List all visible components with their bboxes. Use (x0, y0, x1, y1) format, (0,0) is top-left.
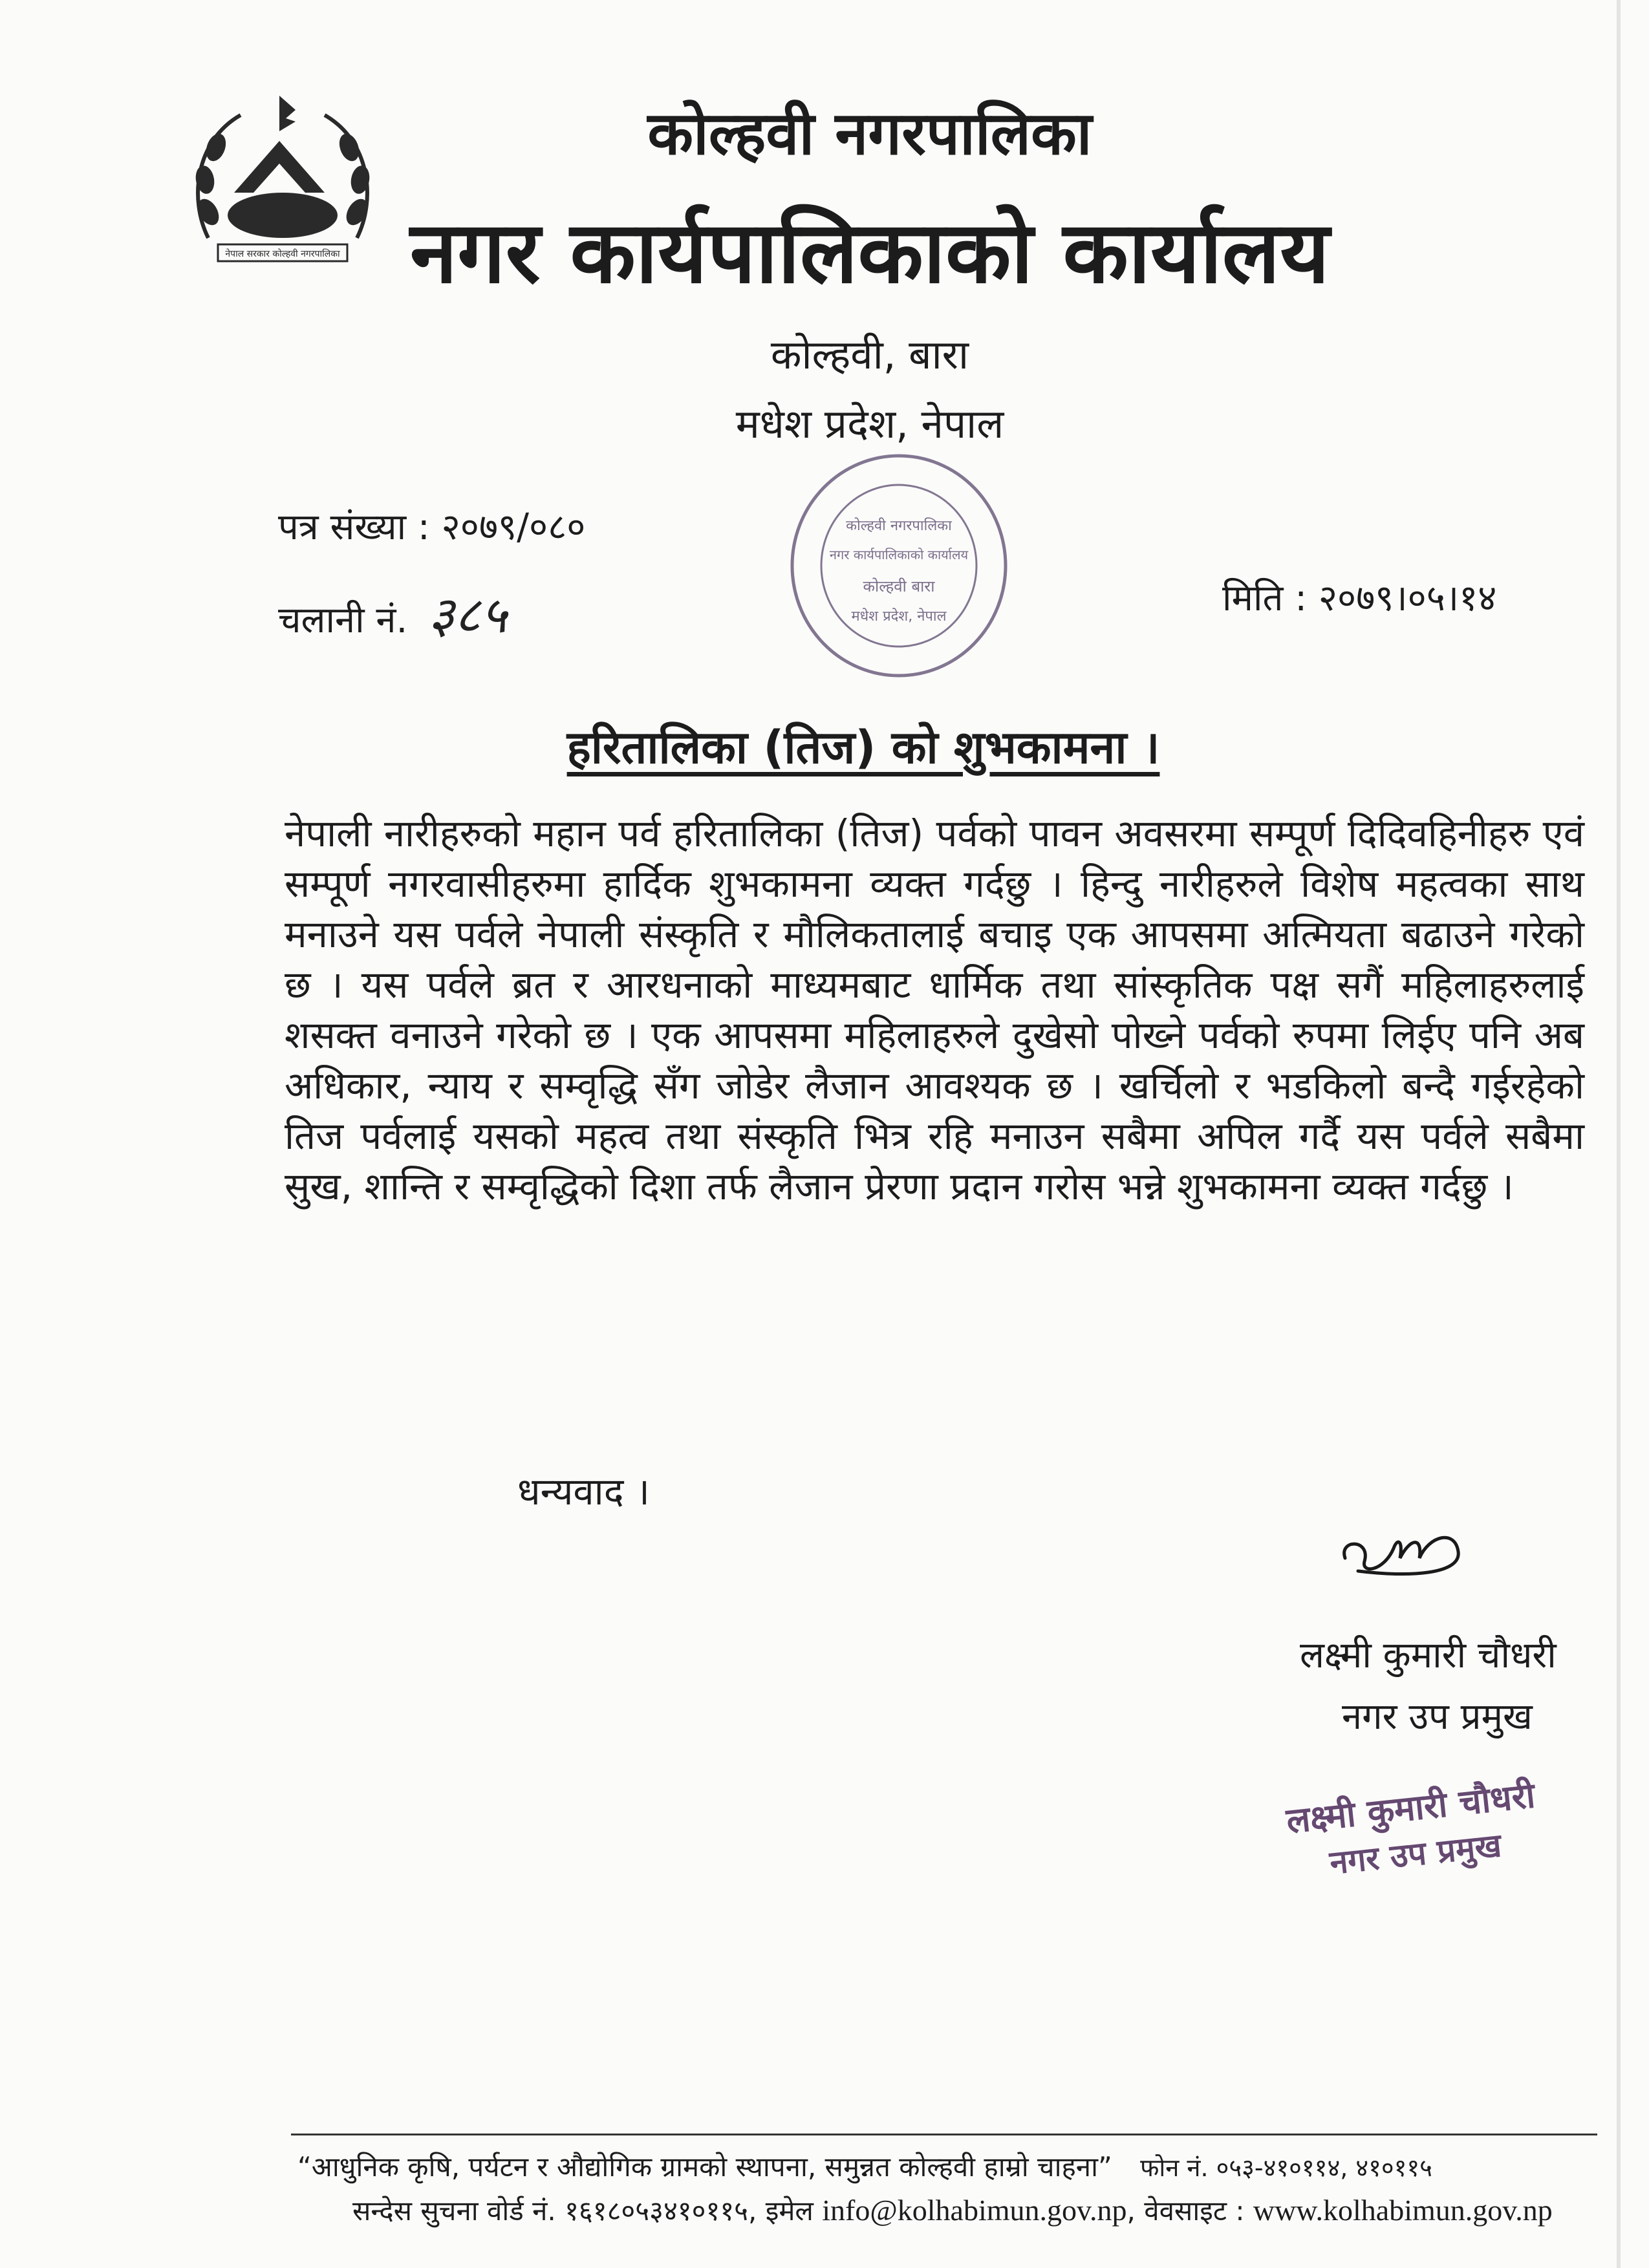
closing: धन्यवाद । (517, 1470, 650, 1514)
patra-value: २०७९/०८० (441, 506, 586, 548)
miti-label: मिति : (1222, 577, 1308, 619)
stamp-line2: नगर कार्यपालिकाको कार्यालय (829, 547, 969, 562)
address-line2: मधेश प्रदेश, नेपाल (735, 400, 1004, 447)
chalani-value: ३८५ (428, 586, 507, 645)
signatory-name: लक्ष्मी कुमारी चौधरी (1300, 1634, 1557, 1676)
footer-website[interactable]: www.kolhabimun.gov.np (1253, 2194, 1553, 2227)
signatory-post: नगर उप प्रमुख (1342, 1696, 1533, 1738)
patra-sankhya (278, 501, 585, 550)
letter-body (285, 808, 1584, 1212)
footer-divider (291, 2134, 1597, 2135)
letter-subject: हरितालिका (तिज) को शुभकामना । (566, 721, 1160, 774)
address-line1: कोल्हवी, बारा (770, 331, 969, 378)
patra-label: पत्र संख्या : (278, 506, 430, 548)
footer-slogan: “आधुनिक कृषि, पर्यटन र औद्योगिक ग्रामको स्थापना, समुन्नत कोल्हवी हाम्रो चाहना” (297, 2151, 1112, 2183)
footer-line1 (297, 2148, 1432, 2185)
stamp-line4: मधेश प्रदेश, नेपाल (851, 608, 947, 625)
municipality-name: कोल्हवी नगरपालिका (647, 99, 1092, 168)
footer-email[interactable]: info@kolhabimun.gov.np (822, 2194, 1127, 2227)
body-paragraph: नेपाली नारीहरुको महान पर्व हरितालिका (तिज) पर्वको पावन अवसरमा सम्पूर्ण दिदिवहिनीहरु एवं सम्पूर्ण नगरवासीहरुमा हार्दिक शुभकामना व्यक्त गर्दछु । हिन्दु नारीहरुले विशेष महत्वका साथ मनाउने यस पर्वले नेपाली संस्कृति र मौलिकतालाई बचाइ एक आपसमा अत्मियता बढाउने गरेको छ । यस पर्वले ब्रत र आरधनाको माध्यमबाट धार्मिक तथा सांस्कृतिक पक्ष सगैं महिलाहरुलाई शसक्त वनाउने गरेको छ । एक आपसमा महिलाहरुले दुखेसो पोख्ने पर्वको रुपमा लिईए पनि अब अधिकार, न्याय र सम्वृद्धि सँग जोडेर लैजान आवश्यक छ । खर्चिलो र भडकिलो बन्दै गईरहेको तिज पर्वलाई यसको महत्व तथा संस्कृति भित्र रहि मनाउन सबैमा अपिल गर्दै यस पर्वले सबैमा सुख, शान्ति र सम्वृद्धिको दिशा तर्फ लैजान प्रेरणा प्रदान गरोस भन्ने शुभकामना व्यक्त गर्दछु । (285, 811, 1584, 1208)
stamp-line1: कोल्हवी नगरपालिका (846, 518, 952, 534)
office-stamp-icon (782, 440, 1015, 685)
emblem-caption: नेपाल सरकार कोल्हवी नगरपालिका (225, 249, 340, 259)
footer-line2 (352, 2192, 1553, 2229)
office-name: नगर कार्यपालिकाको कार्यालय (410, 203, 1330, 303)
seal-name: लक्ष्मी कुमारी चौधरी (1284, 1775, 1537, 1842)
footer-notice-board: सन्देस सुचना वोर्ड नं. १६१८०५३४१०११५, इमेल (352, 2195, 814, 2227)
name-seal-stamp (1264, 1768, 1562, 1891)
stamp-line3: कोल्हवी बारा (863, 577, 935, 595)
date (1222, 572, 1496, 621)
chalani-number (278, 579, 507, 647)
footer-phone: फोन नं. ०५३-४१०११४, ४१०११५ (1140, 2154, 1432, 2182)
miti-value: २०७९।०५।१४ (1318, 577, 1497, 619)
chalani-label: चलानी नं. (278, 599, 408, 641)
seal-post: नगर उप प्रमुख (1328, 1826, 1503, 1882)
signature-icon (1332, 1513, 1468, 1584)
footer-website-label: , वेवसाइट : (1126, 2195, 1245, 2227)
